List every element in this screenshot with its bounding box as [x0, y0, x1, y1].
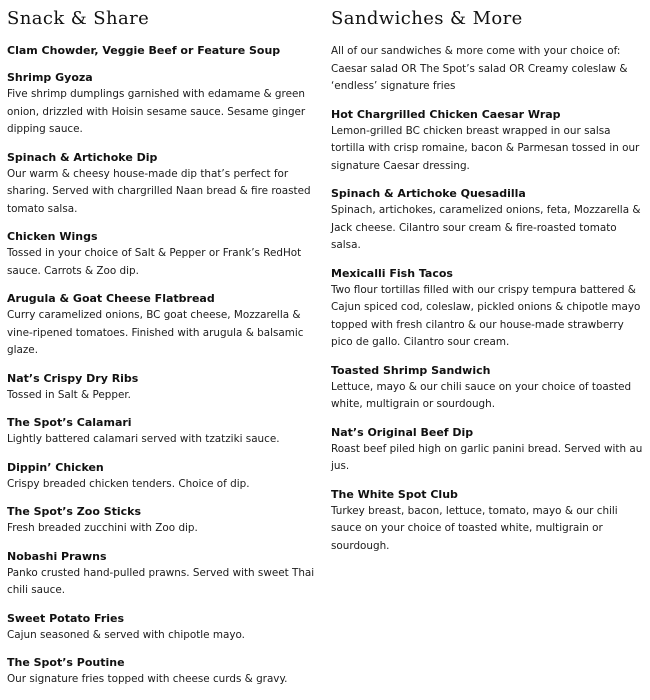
sandwiches-and-more-section — [331, 8, 643, 566]
menu-item-name: Chicken Wings — [7, 230, 98, 243]
section-title-sandwiches-and-more: Sandwiches & More — [331, 8, 523, 29]
menu-item-clam-chowder — [7, 43, 319, 59]
menu-item-name: Arugula & Goat Cheese Flatbread — [7, 292, 215, 305]
menu-item-description: Spinach, artichokes, caramelized onions, feta, Mozzarella & Jack cheese. Cilantro sour cream & fire-roasted tomato salsa. — [331, 204, 641, 251]
section-title-snack-and-share: Snack & Share — [7, 8, 150, 29]
menu-item-dry-ribs — [7, 371, 319, 405]
menu-item-description: Tossed in your choice of Salt & Pepper or Frank’s RedHot sauce. Carrots & Zoo dip. — [7, 247, 302, 277]
menu-item-name: Spinach & Artichoke Quesadilla — [331, 187, 526, 200]
menu-item-poutine — [7, 655, 319, 689]
menu-item-description: Cajun seasoned & served with chipotle mayo. — [7, 628, 245, 641]
menu-item-name: Dippin’ Chicken — [7, 460, 104, 474]
menu-item-description: Lightly battered calamari served with tzatziki sauce. — [7, 433, 280, 445]
menu-item-sweet-potato-fries — [7, 611, 319, 645]
menu-item-calamari — [7, 415, 319, 449]
menu-item-shrimp-gyoza — [7, 70, 319, 139]
menu-item-chicken-wings — [7, 229, 319, 280]
menu-item-zoo-sticks — [7, 504, 319, 538]
menu-item-description: Fresh breaded zucchini with Zoo dip. — [7, 522, 198, 534]
menu-item-description: Our warm & cheesy house-made dip that’s perfect for sharing. Served with chargrilled Naan bread & fire roasted tomato salsa. — [7, 167, 311, 215]
menu-item-name: Hot Chargrilled Chicken Caesar Wrap — [331, 107, 561, 121]
menu-item-name: The Spot’s Poutine — [7, 656, 125, 669]
menu-item-description: Two flour tortillas filled with our crispy tempura battered & Cajun spiced cod, coleslaw, pickled onions & chipotle mayo topped with fresh cilantro & our house-made strawberry pico de gallo. Cilantro sour cream. — [331, 283, 641, 348]
section-intro: All of our sandwiches & more come with your choice of: Caesar salad OR The Spot’s salad OR Creamy coleslaw & ‘endless’ signature fries — [331, 45, 628, 92]
menu-item-dippin-chicken — [7, 460, 319, 494]
menu-item-name: The Spot’s Zoo Sticks — [7, 505, 142, 518]
menu-item-spinach-quesadilla — [331, 186, 643, 255]
menu-item-name: The Spot’s Calamari — [7, 416, 132, 429]
menu-item-white-spot-club — [331, 487, 643, 556]
menu-item-description: Lemon-grilled BC chicken breast wrapped in our salsa tortilla with crisp romaine, bacon & Parmesan tossed in our signature Caesar dressing. — [331, 124, 640, 172]
menu-item-name: Nobashi Prawns — [7, 549, 107, 563]
menu-item-fish-tacos — [331, 266, 643, 352]
menu-item-beef-dip — [331, 425, 643, 476]
menu-item-shrimp-sandwich — [331, 363, 643, 414]
menu-item-name: Nat’s Crispy Dry Ribs — [7, 371, 139, 385]
menu-item-description: Curry caramelized onions, BC goat cheese, Mozzarella & vine-ripened tomatoes. Finished with arugula & balsamic glaze. — [7, 309, 304, 356]
menu-item-arugula-flatbread — [7, 291, 319, 360]
snack-and-share-section — [7, 8, 319, 700]
menu-item-name: Shrimp Gyoza — [7, 71, 93, 84]
menu-item-description: Lettuce, mayo & our chili sauce on your choice of toasted white, multigrain or sourdough. — [331, 380, 632, 410]
menu-item-name: Mexicalli Fish Tacos — [331, 266, 453, 280]
menu-item-name: Nat’s Original Beef Dip — [331, 425, 474, 439]
menu-item-name: Clam Chowder, Veggie Beef or Feature Soup — [7, 44, 281, 57]
menu-item-description: Our signature fries topped with cheese curds & gravy. — [7, 673, 288, 685]
menu-item-description: Crispy breaded chicken tenders. Choice of dip. — [7, 477, 250, 490]
menu-item-description: Turkey breast, bacon, lettuce, tomato, mayo & our chili sauce on your choice of toasted white, multigrain or sourdough. — [331, 504, 618, 552]
menu-item-name: Spinach & Artichoke Dip — [7, 150, 158, 164]
menu-item-description: Tossed in Salt & Pepper. — [7, 388, 131, 401]
menu-item-name: Sweet Potato Fries — [7, 611, 125, 625]
menu-item-description: Five shrimp dumplings garnished with edamame & green onion, drizzled with Hoisin sesame sauce. Sesame ginger dipping sauce. — [7, 88, 306, 135]
menu-item-nobashi-prawns — [7, 549, 319, 600]
menu-item-description: Roast beef piled high on garlic panini bread. Served with au jus. — [331, 442, 643, 472]
menu-item-name: The White Spot Club — [331, 487, 458, 501]
menu-item-name: Toasted Shrimp Sandwich — [331, 363, 491, 377]
menu-item-description: Panko crusted hand-pulled prawns. Served with sweet Thai chili sauce. — [7, 566, 315, 596]
menu-item-chicken-caesar-wrap — [331, 107, 643, 176]
menu-item-spinach-artichoke-dip — [7, 150, 319, 219]
